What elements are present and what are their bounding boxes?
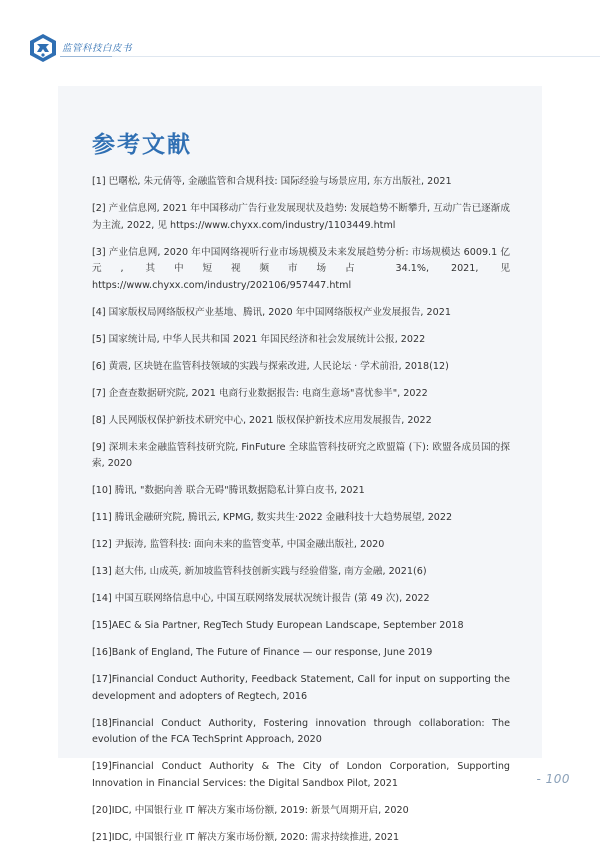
page-header	[0, 0, 600, 70]
reference-item: [5] 国家统计局, 中华人民共和国 2021 年国民经济和社会发展统计公报, 2022	[92, 333, 426, 345]
section-title: 参考文献	[92, 132, 192, 158]
header-divider-light	[112, 56, 600, 57]
reference-item: [13] 赵大伟, 山成英, 新加坡监管科技创新实践与经验借鉴, 南方金融, 2021(6)	[92, 566, 427, 577]
header-title: 监管科技白皮书	[62, 43, 133, 54]
reference-item: [20]IDC, 中国银行业 IT 解决方案市场份额, 2019: 新景气周期开启, 2020	[92, 804, 409, 816]
reference-item: [14] 中国互联网络信息中心, 中国互联网络发展状况统计报告 (第 49 次), 2022	[92, 593, 430, 604]
logo-icon	[28, 33, 58, 63]
reference-item: [2] 产业信息网, 2021 年中国移动广告行业发展现状及趋势: 发展趋势不断攀升, 互动广告已逐渐成为主流, 2022, 见 https://www.chyxx.com/industry/1103449.html	[92, 203, 510, 231]
page-number: - 100	[536, 772, 570, 786]
reference-item: [11] 腾讯金融研究院, 腾讯云, KPMG, 数实共生·2022 金融科技十大趋势展望, 2022	[92, 512, 453, 523]
reference-list	[92, 174, 510, 857]
reference-item: [4] 国家版权局网络版权产业基地、腾讯, 2020 年中国网络版权产业发展报告, 2021	[92, 306, 451, 318]
reference-item: [3] 产业信息网, 2020 年中国网络视听行业市场规模及未来发展趋势分析: 市场规模达 6009.1 亿元, 其中短视频市场占 34.1%, 2021, 见 https://www.chyxx.com/industry/202106/957447.html	[92, 246, 510, 291]
reference-item: [12] 尹振涛, 监管科技: 面向未来的监管变革, 中国金融出版社, 2020	[92, 539, 385, 550]
reference-item: [19]Financial Conduct Authority & The City of London Corporation, Supporting Innovation in Financial Services: the Digital Sandbox Pilot, 2021	[92, 761, 510, 789]
header-divider	[60, 56, 112, 57]
reference-item: [8] 人民网版权保护新技术研究中心, 2021 版权保护新技术应用发展报告, 2022	[92, 414, 432, 426]
reference-item: [10] 腾讯, "数据向善 联合无碍"腾讯数据隐私计算白皮书, 2021	[92, 485, 365, 496]
reference-item: [7] 企查查数据研究院, 2021 电商行业数据报告: 电商生意场"喜忧参半", 2022	[92, 387, 428, 399]
reference-item: [17]Financial Conduct Authority, Feedback Statement, Call for input on supporting the development and adopters of Regtech, 2016	[92, 674, 510, 702]
reference-item: [6] 黄震, 区块链在监管科技领域的实践与探索改进, 人民论坛 · 学术前沿, 2018(12)	[92, 360, 449, 372]
reference-item: [21]IDC, 中国银行业 IT 解决方案市场份额, 2020: 需求持续推进, 2021	[92, 831, 400, 843]
reference-item: [9] 深圳未来金融监管科技研究院, FinFuture 全球监管科技研究之欧盟篇 (下): 欧盟各成员国的探索, 2020	[92, 441, 510, 469]
reference-item: [18]Financial Conduct Authority, Fostering innovation through collaboration: The evolution of the FCA TechSprint Approach, 2020	[92, 717, 510, 745]
reference-item: [16]Bank of England, The Future of Finance — our response, June 2019	[92, 647, 433, 658]
reference-item: [1] 巴曙松, 朱元倩等, 金融监管和合规科技: 国际经验与场景应用, 东方出版社, 2021	[92, 176, 452, 187]
reference-item: [15]AEC & Sia Partner, RegTech Study European Landscape, September 2018	[92, 620, 464, 631]
